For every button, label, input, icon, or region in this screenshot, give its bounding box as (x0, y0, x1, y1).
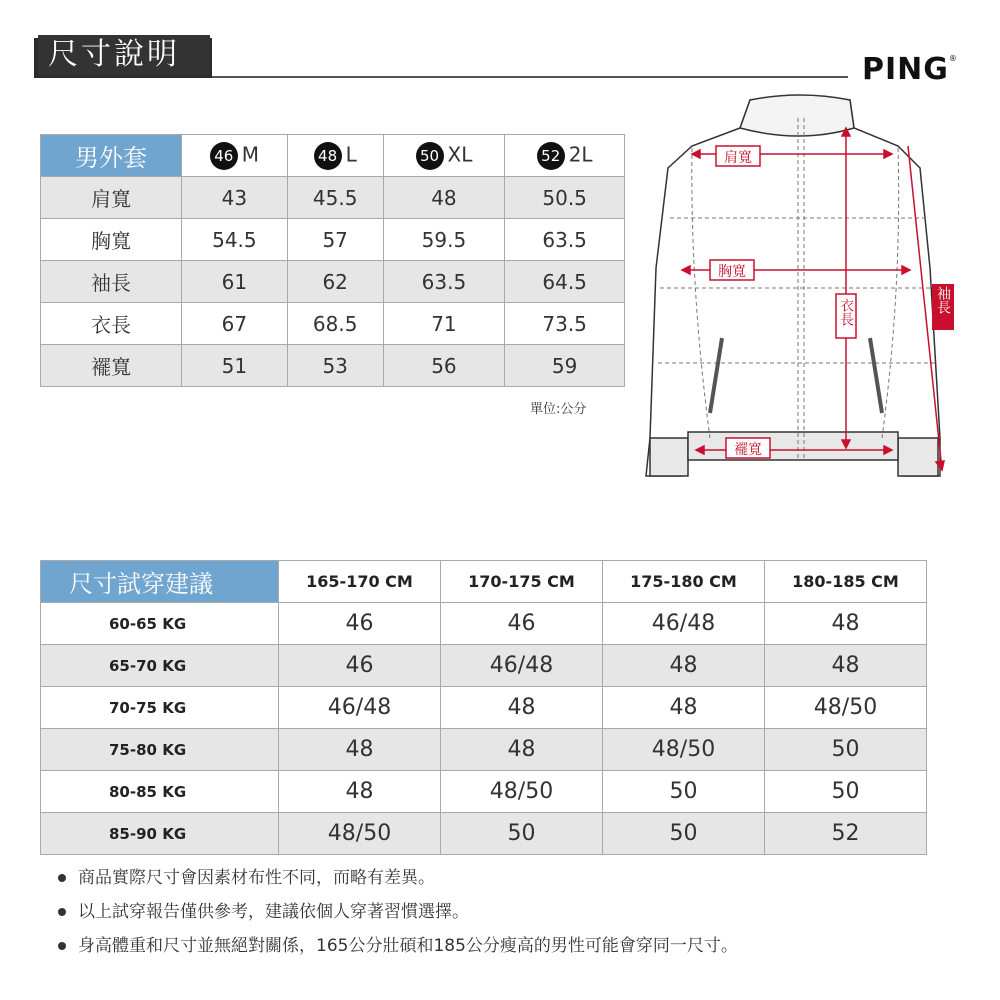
brand-logo: PING® (862, 52, 958, 87)
sleeve-label: 袖長 (935, 286, 951, 314)
table-cell: 63.5 (505, 219, 625, 261)
table-cell: 48 (383, 177, 505, 219)
table-row (41, 813, 927, 855)
table-row (41, 345, 625, 387)
table-cell: 48 (765, 645, 927, 687)
table-cell: 56 (383, 345, 505, 387)
weight-label: 70-75 KG (41, 687, 279, 729)
height-column-header: 170-175 CM (441, 561, 603, 603)
table-cell: 46/48 (279, 687, 441, 729)
table-cell: 68.5 (287, 303, 383, 345)
table-cell: 46 (441, 603, 603, 645)
unit-label: 單位:公分 (530, 402, 587, 417)
fit-table (40, 560, 927, 855)
left-cuff-icon (650, 438, 688, 476)
jacket-diagram (630, 88, 960, 488)
size-badge: 46 (210, 142, 238, 170)
row-label: 袖長 (41, 261, 182, 303)
notes-list (58, 866, 738, 968)
note-item: 以上試穿報告僅供參考，建議依個人穿著習慣選擇。 (58, 900, 738, 934)
table-row (41, 645, 927, 687)
size-column-header: 48 L (287, 135, 383, 177)
table-row (41, 729, 927, 771)
size-table-header (41, 135, 625, 177)
weight-label: 75-80 KG (41, 729, 279, 771)
table-row (41, 177, 625, 219)
table-cell: 48/50 (279, 813, 441, 855)
right-cuff-icon (898, 438, 938, 476)
row-label: 肩寬 (41, 177, 182, 219)
table-cell: 48 (279, 771, 441, 813)
table-cell: 63.5 (383, 261, 505, 303)
table-cell: 61 (182, 261, 288, 303)
size-column-header: 46 M (182, 135, 288, 177)
size-column-header: 52 2L (505, 135, 625, 177)
table-cell: 51 (182, 345, 288, 387)
jacket-collar (740, 95, 854, 136)
table-row (41, 261, 625, 303)
length-label: 衣長 (838, 298, 854, 326)
size-table (40, 134, 625, 387)
table-cell: 53 (287, 345, 383, 387)
table-cell: 48 (441, 729, 603, 771)
table-cell: 48/50 (765, 687, 927, 729)
table-cell: 48/50 (603, 729, 765, 771)
table-cell: 48 (441, 687, 603, 729)
table-cell: 54.5 (182, 219, 288, 261)
table-row (41, 303, 625, 345)
height-column-header: 180-185 CM (765, 561, 927, 603)
table-cell: 48 (765, 603, 927, 645)
table-cell: 48 (603, 645, 765, 687)
table-cell: 48 (279, 729, 441, 771)
table-cell: 46/48 (603, 603, 765, 645)
fit-table-header (41, 561, 927, 603)
table-row (41, 603, 927, 645)
fit-table-corner: 尺寸試穿建議 (41, 561, 279, 603)
chest-label: 胸寬 (718, 264, 746, 280)
table-cell: 50 (603, 813, 765, 855)
row-label: 胸寬 (41, 219, 182, 261)
table-cell: 48/50 (441, 771, 603, 813)
table-cell: 64.5 (505, 261, 625, 303)
table-cell: 50.5 (505, 177, 625, 219)
table-row (41, 687, 927, 729)
size-table-corner: 男外套 (41, 135, 182, 177)
height-column-header: 175-180 CM (603, 561, 765, 603)
table-cell: 43 (182, 177, 288, 219)
table-cell: 67 (182, 303, 288, 345)
table-cell: 50 (603, 771, 765, 813)
size-badge: 50 (416, 142, 444, 170)
weight-label: 65-70 KG (41, 645, 279, 687)
row-label: 衣長 (41, 303, 182, 345)
table-cell: 62 (287, 261, 383, 303)
table-cell: 50 (765, 729, 927, 771)
weight-label: 80-85 KG (41, 771, 279, 813)
table-cell: 50 (765, 771, 927, 813)
header-divider (212, 76, 848, 78)
page-title: 尺寸說明 (38, 35, 210, 75)
table-cell: 45.5 (287, 177, 383, 219)
row-label: 襬寬 (41, 345, 182, 387)
table-cell: 50 (441, 813, 603, 855)
table-cell: 46 (279, 603, 441, 645)
table-cell: 73.5 (505, 303, 625, 345)
table-row (41, 771, 927, 813)
note-item: 身高體重和尺寸並無絕對關係，165公分壯碩和185公分瘦高的男性可能會穿同一尺寸。 (58, 934, 738, 968)
size-column-header: 50 XL (383, 135, 505, 177)
size-badge: 48 (314, 142, 342, 170)
table-cell: 46 (279, 645, 441, 687)
note-item: 商品實際尺寸會因素材布性不同，而略有差異。 (58, 866, 738, 900)
table-cell: 57 (287, 219, 383, 261)
table-cell: 71 (383, 303, 505, 345)
table-cell: 59.5 (383, 219, 505, 261)
table-cell: 59 (505, 345, 625, 387)
hem-band-icon (688, 432, 898, 460)
table-cell: 46/48 (441, 645, 603, 687)
size-badge: 52 (537, 142, 565, 170)
hem-label: 襬寬 (734, 442, 762, 458)
weight-label: 85-90 KG (41, 813, 279, 855)
table-cell: 48 (603, 687, 765, 729)
table-cell: 52 (765, 813, 927, 855)
weight-label: 60-65 KG (41, 603, 279, 645)
shoulder-label: 肩寬 (724, 150, 752, 166)
table-row (41, 219, 625, 261)
height-column-header: 165-170 CM (279, 561, 441, 603)
